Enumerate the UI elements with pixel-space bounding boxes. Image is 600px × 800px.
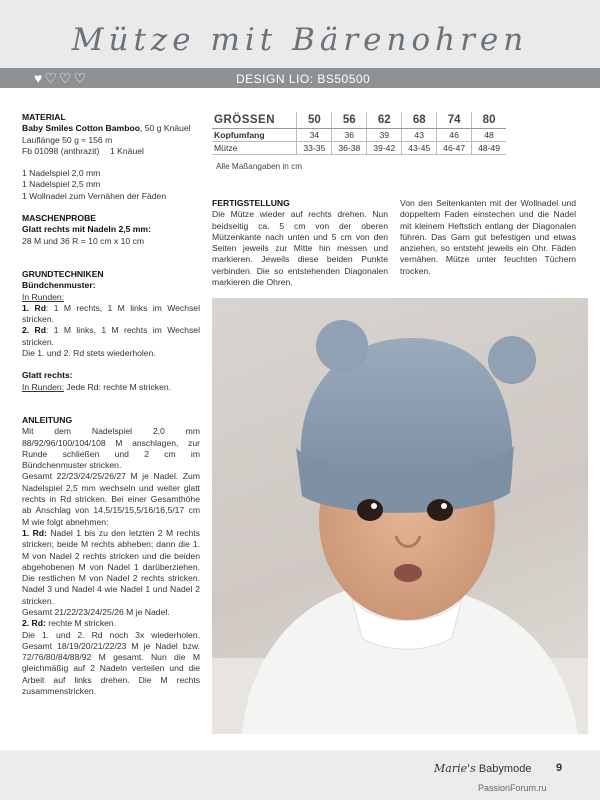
- heart-outline-icon: ♡: [73, 70, 86, 86]
- stock-heading: Glatt rechts:: [22, 370, 73, 381]
- kopf-cell: 48: [472, 129, 506, 142]
- rib-repeat: Die 1. und 2. Rd stets wiederholen.: [22, 348, 156, 359]
- muetze-cell: 43-45: [402, 142, 437, 155]
- left-eye: [357, 499, 383, 521]
- yarn-weight: , 50 g Knäuel: [139, 123, 191, 134]
- tool-item: 1 Nadelspiel 2,5 mm: [22, 179, 101, 190]
- kopf-cell: 46: [437, 129, 472, 142]
- muetze-cell: 48-49: [472, 142, 506, 155]
- kopf-label: Kopfumfang: [212, 129, 297, 142]
- kopf-cell: 39: [367, 129, 402, 142]
- gauge-heading: MASCHENPROBE: [22, 213, 97, 224]
- gauge-text: 28 M und 36 R = 10 cm x 10 cm: [22, 235, 145, 246]
- left-column: [22, 112, 200, 697]
- table-row: [212, 129, 506, 142]
- eye-highlight: [371, 503, 377, 509]
- rib-r1-text: : 1 M rechts, 1 M links im Wechsel stricken.: [22, 302, 200, 325]
- size-table: [212, 112, 506, 155]
- rib-r2-label: 2. Rd: [22, 325, 46, 336]
- baby-photo: [212, 298, 588, 734]
- yarn-length: Lauflänge 50 g ≈ 156 m: [22, 134, 113, 145]
- instructions-round-2: [22, 618, 200, 629]
- finishing-text-2: Von den Seitenkanten mit der Wollnadel und doppeltem Faden einstechen und die Nadel mit kleinem Heftstich entlang der Diagonalen führen. Das Garn gut befestigen und etwas anziehen, so entsteht jeweils ein Ohr. Fäden vernähen. Mütze unter feuchten Tüchern trocken.: [400, 198, 576, 276]
- table-row: [212, 142, 506, 155]
- inst-r1-text: Nadel 1 bis zu den letzten 2 M rechts stricken; beide M rechts abheben; dann die 1. M von Nadel 2 rechts stricken und die beiden abgehobenen M von Nadel 1 darüberziehen. Die restlichen M von Nadel 2 rechts stricken. Nadel 3 und Nadel 4 wie Nadel 1 und Nadel 2 stricken.: [22, 527, 200, 606]
- stock-line: [22, 382, 200, 393]
- right-eye: [427, 499, 453, 521]
- muetze-label: Mütze: [212, 142, 297, 155]
- kopf-cell: 43: [402, 129, 437, 142]
- rib-heading: Bündchenmuster:: [22, 280, 96, 291]
- color-code: Fb 01098 (anthrazit): [22, 145, 100, 156]
- rib-round-1: [22, 303, 200, 326]
- size-cell: 74: [437, 112, 472, 129]
- instructions-p2: Gesamt 22/23/24/25/26/27 M je Nadel. Zum Nadelspiel 2,5 mm wechseln und weiter glatt rechts in Rd stricken. Bei einer Gesamthöhe ab Anschlag von 14,5/15/15,5/16/16,5/17 cm M wie folgt abnehmen:: [22, 471, 200, 527]
- instructions-round-1: [22, 528, 200, 607]
- material-heading: MATERIAL: [22, 112, 66, 122]
- yarn-name: Baby Smiles Cotton Bamboo: [22, 123, 140, 134]
- size-header-row: [212, 112, 506, 129]
- tool-item: 1 Wollnadel zum Vernähen der Fäden: [22, 190, 167, 201]
- magazine-prefix: Marie's: [434, 762, 476, 775]
- rib-r2-text: : 1 M links, 1 M rechts im Wechsel stricken.: [22, 325, 200, 347]
- mouth: [394, 564, 422, 582]
- muetze-cell: 39-42: [367, 142, 402, 155]
- baby-illustration: [212, 298, 588, 734]
- inst-r1-label: 1. Rd:: [22, 527, 47, 538]
- watermark: PassionForum.ru: [478, 783, 547, 793]
- magazine-name: [434, 762, 531, 775]
- tool-item: 1 Nadelspiel 2,0 mm: [22, 168, 101, 179]
- stock-in-rounds: In Runden:: [22, 381, 65, 392]
- size-cell: 80: [472, 112, 506, 129]
- size-cell: 68: [402, 112, 437, 129]
- left-ear: [316, 320, 368, 372]
- kopf-cell: 36: [332, 129, 367, 142]
- instructions-p1: Mit dem Nadelspiel 2,0 mm 88/92/96/100/104/108 M anschlagen, zur Runde schließen und 2 cm im Bündchenmuster stricken.: [22, 426, 200, 471]
- page-number: 9: [556, 762, 563, 774]
- sizes-heading: GRÖSSEN: [212, 112, 297, 129]
- magazine-title: Babymode: [478, 763, 532, 775]
- inst-r2-text: rechte M stricken.: [45, 618, 117, 629]
- measure-note: Alle Maßangaben in cm: [216, 162, 303, 171]
- rib-round-2: [22, 325, 200, 348]
- techniques-heading: GRUNDTECHNIKEN: [22, 268, 104, 279]
- heart-outline-icon: ♡: [44, 70, 57, 86]
- page-title: Mütze mit Bärenohren: [71, 22, 529, 58]
- stock-text: Jede Rd: rechte M stricken.: [64, 381, 172, 392]
- kopf-cell: 34: [297, 129, 332, 142]
- rib-in-rounds: In Runden:: [22, 291, 65, 302]
- heart-outline-icon: ♡: [58, 70, 72, 86]
- design-code: DESIGN LIO: BS50500: [236, 72, 371, 86]
- inst-r2-label: 2. Rd:: [22, 618, 46, 629]
- heart-icon: ♥: [34, 70, 43, 86]
- hearts-row: [34, 70, 86, 86]
- material-yarn: [22, 123, 200, 134]
- size-cell: 62: [367, 112, 402, 129]
- size-cell: 50: [297, 112, 332, 129]
- finishing-text: Die Mütze wieder auf rechts drehen. Nun beidseitig ca. 5 cm von der oberen Mützenkante nach unten und 5 cm von den Seiten jeweils zur Mitte hin messen und markieren. Jeweils diese beiden Punkte verbinden. Die so entstehenden Diagonalen markieren die Ohren.: [212, 209, 388, 288]
- color-qty: 1 Knäuel: [110, 145, 144, 156]
- muetze-cell: 33-35: [297, 142, 332, 155]
- rib-r1-label: 1. Rd: [22, 302, 46, 313]
- finishing-heading: FERTIGSTELLUNG: [212, 198, 290, 208]
- finishing-column: [212, 198, 388, 288]
- muetze-cell: 36-38: [332, 142, 367, 155]
- yarn-color: [22, 146, 200, 157]
- instructions-p3: Die 1. und 2. Rd noch 3x wiederholen. Gesamt 18/19/20/21/22/23 M je Nadel bzw. 72/76/80/84/88/92 M gesamt. Nun die M gleichmäßig auf 2 Nadeln verteilen und die Arbeit auf links drehen. Die M rechts zusammenstricken.: [22, 629, 200, 697]
- instructions-total1: Gesamt 21/22/23/24/25/26 M je Nadel.: [22, 606, 170, 617]
- eye-highlight: [441, 503, 447, 509]
- gauge-subheading: Glatt rechts mit Nadeln 2,5 mm:: [22, 224, 151, 235]
- muetze-cell: 46-47: [437, 142, 472, 155]
- instructions-heading: ANLEITUNG: [22, 414, 73, 425]
- right-ear: [488, 336, 536, 384]
- size-cell: 56: [332, 112, 367, 129]
